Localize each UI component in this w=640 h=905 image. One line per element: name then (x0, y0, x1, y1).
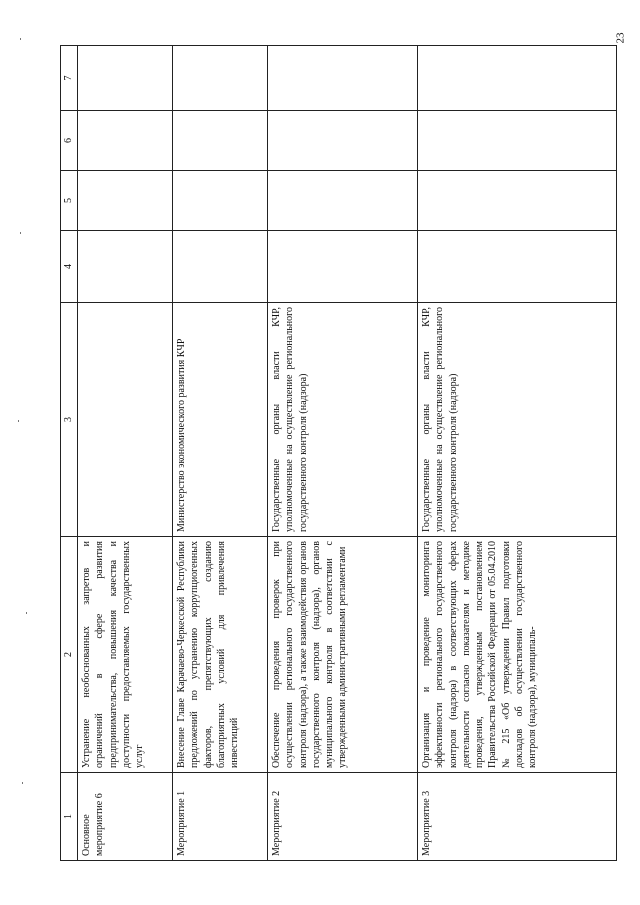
col7-cell (268, 46, 418, 111)
header-cell-2: 2 (61, 537, 78, 773)
rotated-table-wrapper (60, 46, 615, 861)
responsible-cell: Государственные органы власти КЧР, уполномоченные на осуществление регионального государственного контроля (надзора) (268, 303, 418, 537)
col5-cell (418, 171, 617, 231)
header-cell-4: 4 (61, 231, 78, 303)
header-cell-5: 5 (61, 171, 78, 231)
event-cell: Основное мероприятие 6 (78, 773, 173, 861)
table-row (418, 46, 617, 861)
col6-cell (173, 111, 268, 171)
description-cell: Устранение необоснованных запретов и ограничений в сфере развития предпринимательства, повышения качества и доступности предоставляемых государственных услуг (78, 537, 173, 773)
scan-artifact (22, 782, 23, 784)
description-cell: Внесение Главе Карачаево-Черкесской Республики предложений по устранению коррупциогенных факторов, препятствующих созданию благоприятных условий для привлечения инвестиций (173, 537, 268, 773)
col6-cell (78, 111, 173, 171)
scan-artifact (20, 38, 21, 40)
scan-artifact (20, 232, 21, 234)
col6-cell (268, 111, 418, 171)
responsible-cell (78, 303, 173, 537)
scan-artifact (26, 612, 27, 614)
responsible-cell: Министерство экономического развития КЧР (173, 303, 268, 537)
col7-cell (78, 46, 173, 111)
event-cell: Мероприятие 3 (418, 773, 617, 861)
col5-cell (173, 171, 268, 231)
description-cell: Обеспечение проведения проверок при осуществлении регионального государственного контроля (надзора), а также взаимодействия органов государственного контроля (надзора), органов муниципального контроля в соответствии с утвержденными административными регламентами (268, 537, 418, 773)
header-cell-6: 6 (61, 111, 78, 171)
header-cell-3: 3 (61, 303, 78, 537)
header-cell-1: 1 (61, 773, 78, 861)
col4-cell (173, 231, 268, 303)
table-row (78, 46, 173, 861)
scan-artifact (18, 420, 19, 422)
page-number: 23 (614, 32, 627, 44)
col7-cell (418, 46, 617, 111)
header-row (61, 46, 78, 861)
col6-cell (418, 111, 617, 171)
col7-cell (173, 46, 268, 111)
col5-cell (268, 171, 418, 231)
col4-cell (418, 231, 617, 303)
col4-cell (268, 231, 418, 303)
header-cell-7: 7 (61, 46, 78, 111)
table-row (268, 46, 418, 861)
col5-cell (78, 171, 173, 231)
description-cell: Организация и проведение мониторинга эффективности регионального государственного контроля (надзора) в соответствующих сферах деятельности согласно показателям и методике проведения, утвержденным постановлением Правительства Российской Федерации от 05.04.2010 № 215 «Об утверждении Правил подготовки докладов об осуществлении государственного контроля (надзора), муниципаль- (418, 537, 617, 773)
table-row (173, 46, 268, 861)
program-events-table (60, 45, 617, 861)
col4-cell (78, 231, 173, 303)
event-cell: Мероприятие 2 (268, 773, 418, 861)
responsible-cell: Государственные органы власти КЧР, уполномоченные на осуществление регионального государственного контроля (надзора) (418, 303, 617, 537)
event-cell: Мероприятие 1 (173, 773, 268, 861)
